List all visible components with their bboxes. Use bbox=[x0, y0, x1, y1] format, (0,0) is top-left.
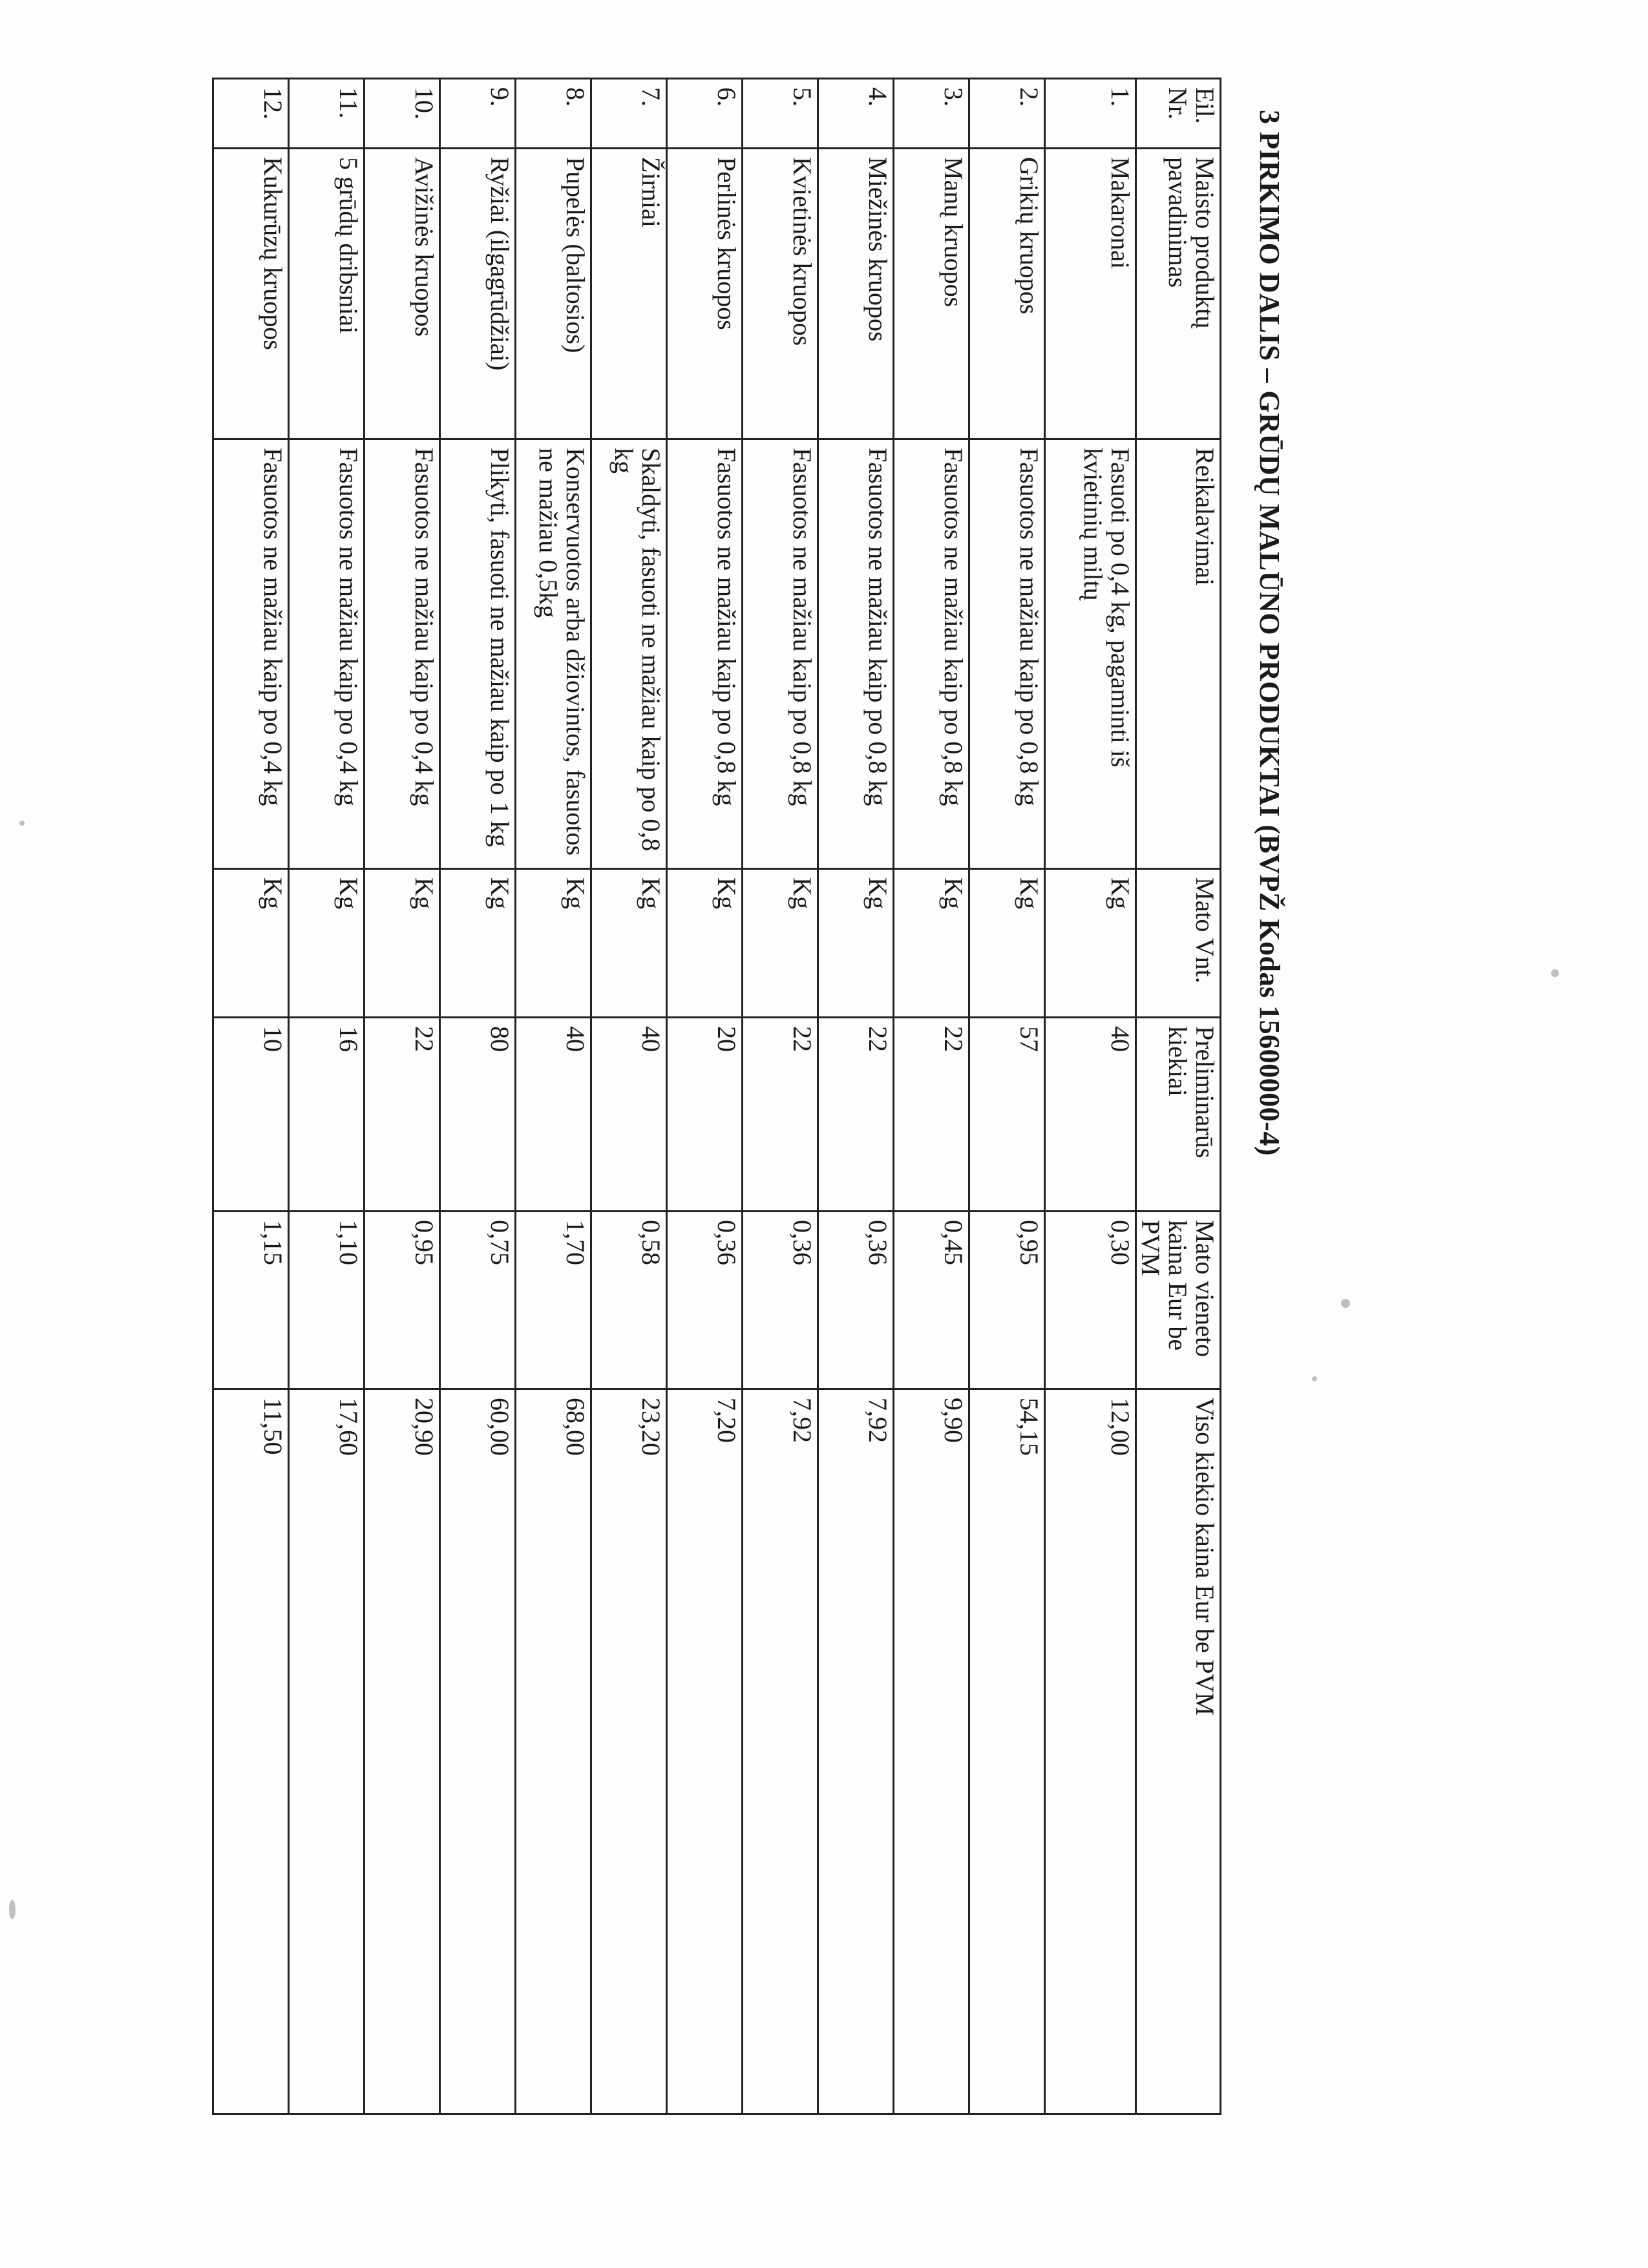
scan-speck bbox=[1551, 969, 1559, 977]
cell-requirements: Plikyti, fasuoti ne mažiau kaip po 1 kg bbox=[440, 439, 516, 869]
cell-nr: 12. bbox=[213, 79, 289, 149]
scan-speck bbox=[19, 821, 25, 826]
cell-name: Perlinės kruopos bbox=[667, 149, 743, 439]
header-unit: Mato Vnt. bbox=[1136, 869, 1221, 1018]
table-row bbox=[1045, 79, 1136, 2114]
cell-total: 68,00 bbox=[516, 1389, 591, 2114]
table-row bbox=[364, 79, 440, 2114]
cell-quantity: 22 bbox=[364, 1018, 440, 1212]
cell-unit: Kg bbox=[213, 869, 289, 1018]
cell-unit: Kg bbox=[591, 869, 667, 1018]
cell-nr: 6. bbox=[667, 79, 743, 149]
cell-requirements: Fasuotos ne mažiau kaip po 0,8 kg bbox=[743, 439, 818, 869]
header-total: Viso kiekio kaina Eur be PVM bbox=[1136, 1389, 1221, 2114]
table-row bbox=[213, 79, 289, 2114]
table-row bbox=[743, 79, 818, 2114]
cell-name: Avižinės kruopos bbox=[364, 149, 440, 439]
table-row bbox=[894, 79, 969, 2114]
cell-total: 12,00 bbox=[1045, 1389, 1136, 2114]
cell-unit-price: 1,70 bbox=[516, 1212, 591, 1389]
cell-quantity: 20 bbox=[667, 1018, 743, 1212]
cell-unit: Kg bbox=[364, 869, 440, 1018]
cell-nr: 11. bbox=[289, 79, 364, 149]
header-unit-price: Mato vieneto kaina Eur be PVM bbox=[1136, 1212, 1221, 1389]
cell-name: Miežinės kruopos bbox=[818, 149, 894, 439]
header-requirements: Reikalavimai bbox=[1136, 439, 1221, 869]
table-row bbox=[969, 79, 1045, 2114]
cell-nr: 5. bbox=[743, 79, 818, 149]
cell-unit: Kg bbox=[743, 869, 818, 1018]
cell-total: 23,20 bbox=[591, 1389, 667, 2114]
cell-unit: Kg bbox=[894, 869, 969, 1018]
cell-total: 11,50 bbox=[213, 1389, 289, 2114]
scan-speck bbox=[9, 1900, 16, 1919]
cell-name: Pupelės (baltosios) bbox=[516, 149, 591, 439]
table-row bbox=[818, 79, 894, 2114]
cell-nr: 7. bbox=[591, 79, 667, 149]
cell-name: Žirniai bbox=[591, 149, 667, 439]
scan-speck bbox=[1341, 1299, 1350, 1308]
table-row bbox=[440, 79, 516, 2114]
cell-nr: 10. bbox=[364, 79, 440, 149]
cell-quantity: 40 bbox=[591, 1018, 667, 1212]
header-quantity: Preliminarūs kiekiai bbox=[1136, 1018, 1221, 1212]
cell-nr: 8. bbox=[516, 79, 591, 149]
cell-unit-price: 0,45 bbox=[894, 1212, 969, 1389]
cell-quantity: 57 bbox=[969, 1018, 1045, 1212]
cell-quantity: 16 bbox=[289, 1018, 364, 1212]
cell-unit: Kg bbox=[440, 869, 516, 1018]
header-nr: Eil. Nr. bbox=[1136, 79, 1221, 149]
cell-nr: 9. bbox=[440, 79, 516, 149]
cell-unit: Kg bbox=[818, 869, 894, 1018]
cell-unit-price: 0,36 bbox=[667, 1212, 743, 1389]
cell-unit-price: 0,75 bbox=[440, 1212, 516, 1389]
cell-unit-price: 0,30 bbox=[1045, 1212, 1136, 1389]
cell-name: Manų kruopos bbox=[894, 149, 969, 439]
cell-requirements: Fasuotos ne mažiau kaip po 0,8 kg bbox=[667, 439, 743, 869]
cell-requirements: Skaldyti, fasuoti ne mažiau kaip po 0,8 kg bbox=[591, 439, 667, 869]
table-row bbox=[516, 79, 591, 2114]
cell-requirements: Fasuotos ne mažiau kaip po 0,8 kg bbox=[818, 439, 894, 869]
cell-requirements: Fasuoti po 0,4 kg, pagaminti iš kvietinių miltų bbox=[1045, 439, 1136, 869]
cell-unit-price: 0,95 bbox=[969, 1212, 1045, 1389]
cell-unit-price: 0,95 bbox=[364, 1212, 440, 1389]
cell-total: 9,90 bbox=[894, 1389, 969, 2114]
cell-name: Kvietinės kruopos bbox=[743, 149, 818, 439]
header-name: Maisto produktų pavadinimas bbox=[1136, 149, 1221, 439]
cell-requirements: Fasuotos ne mažiau kaip po 0,8 kg bbox=[969, 439, 1045, 869]
cell-quantity: 80 bbox=[440, 1018, 516, 1212]
cell-unit: Kg bbox=[969, 869, 1045, 1018]
cell-unit: Kg bbox=[667, 869, 743, 1018]
cell-requirements: Fasuotos ne mažiau kaip po 0,4 kg bbox=[364, 439, 440, 869]
cell-unit-price: 0,58 bbox=[591, 1212, 667, 1389]
cell-unit-price: 0,36 bbox=[818, 1212, 894, 1389]
cell-name: Makaronai bbox=[1045, 149, 1136, 439]
document-title: 3 PIRKIMO DALIS – GRŪDŲ MALŪNO PRODUKTAI (BVPŽ Kodas 15600000-4) bbox=[1254, 110, 1285, 1156]
cell-unit-price: 1,10 bbox=[289, 1212, 364, 1389]
cell-unit-price: 0,36 bbox=[743, 1212, 818, 1389]
table-row bbox=[591, 79, 667, 2114]
cell-total: 54,15 bbox=[969, 1389, 1045, 2114]
cell-unit: Kg bbox=[289, 869, 364, 1018]
cell-quantity: 40 bbox=[516, 1018, 591, 1212]
rotated-content bbox=[162, 65, 1286, 2132]
cell-total: 7,92 bbox=[743, 1389, 818, 2114]
cell-requirements: Fasuotos ne mažiau kaip po 0,8 kg bbox=[894, 439, 969, 869]
cell-name: Grikių kruopos bbox=[969, 149, 1045, 439]
cell-nr: 4. bbox=[818, 79, 894, 149]
cell-name: 5 grūdų dribsniai bbox=[289, 149, 364, 439]
cell-total: 20,90 bbox=[364, 1389, 440, 2114]
table-header-row bbox=[1136, 79, 1221, 2114]
cell-nr: 2. bbox=[969, 79, 1045, 149]
cell-total: 7,92 bbox=[818, 1389, 894, 2114]
cell-unit-price: 1,15 bbox=[213, 1212, 289, 1389]
table-row bbox=[667, 79, 743, 2114]
cell-nr: 3. bbox=[894, 79, 969, 149]
cell-name: Ryžiai (ilgagrūdžiai) bbox=[440, 149, 516, 439]
cell-unit: Kg bbox=[1045, 869, 1136, 1018]
cell-requirements: Fasuotos ne mažiau kaip po 0,4 kg bbox=[213, 439, 289, 869]
cell-nr: 1. bbox=[1045, 79, 1136, 149]
cell-total: 60,00 bbox=[440, 1389, 516, 2114]
cell-name: Kukurūzų kruopos bbox=[213, 149, 289, 439]
cell-quantity: 22 bbox=[894, 1018, 969, 1212]
products-table bbox=[212, 78, 1221, 2115]
table-row bbox=[289, 79, 364, 2114]
cell-quantity: 22 bbox=[818, 1018, 894, 1212]
cell-quantity: 22 bbox=[743, 1018, 818, 1212]
cell-requirements: Konservuotos arba džiovintos, fasuotos ne mažiau 0,5kg bbox=[516, 439, 591, 869]
cell-unit: Kg bbox=[516, 869, 591, 1018]
cell-quantity: 10 bbox=[213, 1018, 289, 1212]
cell-quantity: 40 bbox=[1045, 1018, 1136, 1212]
cell-requirements: Fasuotos ne mažiau kaip po 0,4 kg bbox=[289, 439, 364, 869]
cell-total: 17,60 bbox=[289, 1389, 364, 2114]
cell-total: 7,20 bbox=[667, 1389, 743, 2114]
scan-speck bbox=[1312, 1376, 1317, 1381]
